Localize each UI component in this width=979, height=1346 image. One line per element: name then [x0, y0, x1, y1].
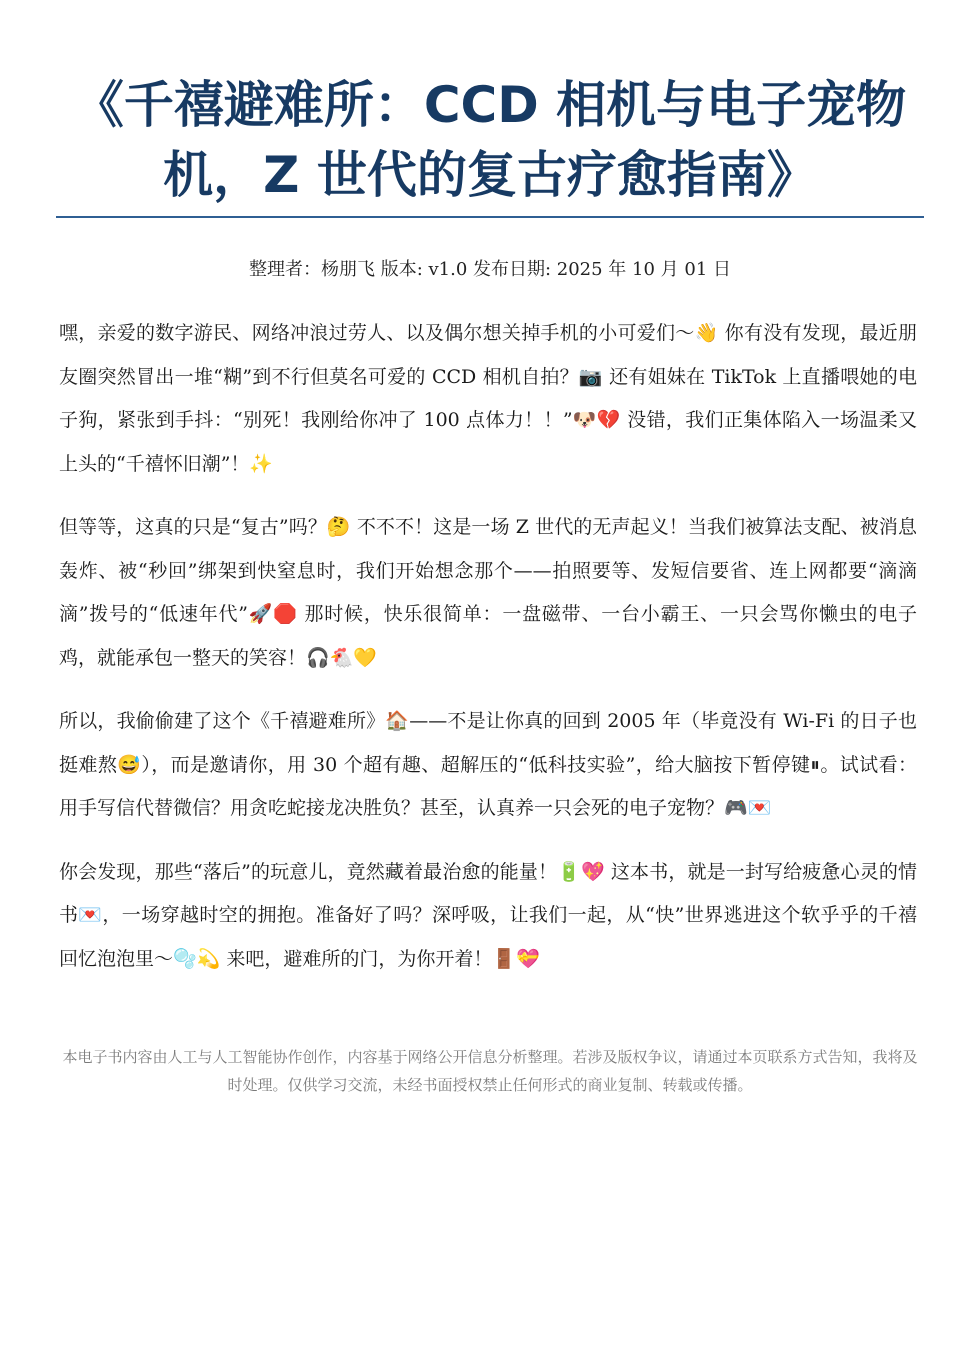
body-paragraph-3: 所以，我偷偷建了这个《千禧避难所》🏠——不是让你真的回到 2005 年（毕竟没有 Wi-Fi 的日子也挺难熬😅），而是邀请你，用 30 个超有趣、超解压的“低科技实验”，给大脑按下暂停键⏸。试试看：用手写信代替微信？用贪吃蛇接龙决胜负？甚至，认真养一只会死的电子宠物？🎮💌	[59, 710, 917, 819]
document-meta: 整理者：杨朋飞 版本: v1.0 发布日期: 2025 年 10 月 01 日	[248, 259, 732, 280]
body-paragraph-4: 你会发现，那些“落后”的玩意儿，竟然藏着最治愈的能量！🔋💖 这本书，就是一封写给疲惫心灵的情书💌，一场穿越时空的拥抱。准备好了吗？深呼吸，让我们一起，从“快”世界逃进这个软乎乎的千禧回忆泡泡里～🫧💫 来吧，避难所的门，为你开着！🚪💝	[59, 860, 917, 970]
body-paragraph-1: 嘿，亲爱的数字游民、网络冲浪过劳人、以及偶尔想关掉手机的小可爱们～👋 你有没有发现，最近朋友圈突然冒出一堆“糊”到不行但莫名可爱的 CCD 相机自拍？📷 还有姐妹在 TikTok 上直播喂她的电子狗，紧张到手抖：“别死！我刚给你冲了 100 点体力！！”🐶💔 没错，我们正集体陷入一场温柔又上头的“千禧怀旧潮”！✨	[59, 322, 917, 475]
copyright-disclaimer: 本电子书内容由人工与人工智能协作创作，内容基于网络公开信息分析整理。若涉及版权争议，请通过本页联系方式告知，我将及时处理。仅供学习交流，未经书面授权禁止任何形式的商业复制、转载或传播。	[62, 1048, 918, 1094]
body-paragraph-2: 但等等，这真的只是“复古”吗？🤔 不不不！这是一场 Z 世代的无声起义！当我们被算法支配、被消息轰炸、被“秒回”绑架到快窒息时，我们开始想念那个——拍照要等、发短信要省、连上网都要“滴滴滴”拨号的“低速年代”🚀🛑 那时候，快乐很简单：一盘磁带、一台小霸王、一只会骂你懒虫的电子鸡，就能承包一整天的笑容！🎧🐔💛	[59, 516, 917, 669]
document-title: 《千禧避难所：CCD 相机与电子宠物机，Z 世代的复古疗愈指南》	[73, 76, 907, 204]
document-body	[59, 312, 917, 1001]
title-divider	[56, 216, 924, 218]
